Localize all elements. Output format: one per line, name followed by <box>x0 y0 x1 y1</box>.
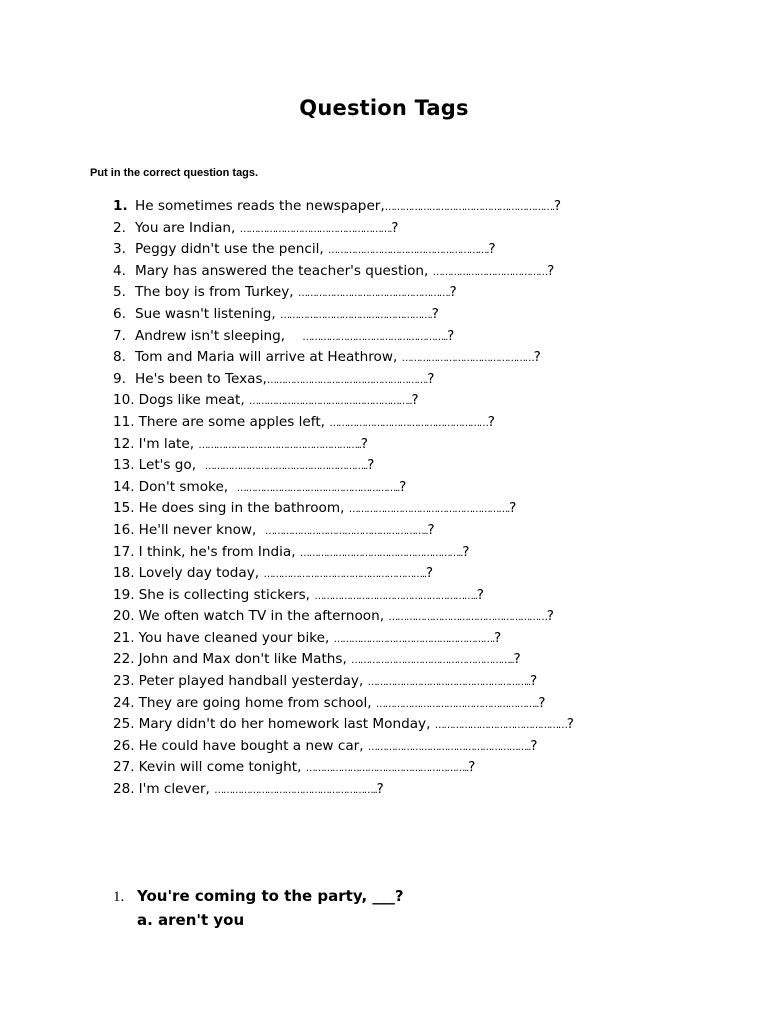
question-text: He does sing in the bathroom, <box>138 500 349 517</box>
question-text: I'm clever, <box>138 781 215 798</box>
question-number: 15. <box>113 500 135 517</box>
question-mark: ? <box>360 435 368 452</box>
question-mark: ? <box>427 370 435 387</box>
question-text: Let's go, <box>138 457 205 474</box>
question-number: 4. <box>113 262 126 279</box>
quiz-section <box>113 884 404 932</box>
question-number: 19. <box>113 586 135 603</box>
answer-blank[interactable]: ……………………………………………….. <box>299 547 463 559</box>
question-mark: ? <box>462 543 470 560</box>
answer-blank[interactable]: ………………………………………….. <box>302 331 448 343</box>
question-row <box>113 736 574 758</box>
question-mark: ? <box>487 413 495 430</box>
question-row <box>113 455 574 477</box>
answer-blank[interactable]: ……………………………………………. <box>297 288 450 300</box>
answer-blank[interactable]: ……………………………………………….. <box>305 763 469 775</box>
answer-blank[interactable]: ………………………………………………. <box>266 374 428 386</box>
page-title: Question Tags <box>299 96 469 120</box>
question-mark: ? <box>488 241 496 258</box>
question-mark: ? <box>494 629 502 646</box>
question-row <box>113 390 574 412</box>
question-mark: ? <box>427 521 435 538</box>
question-text: We often watch TV in the afternoon, <box>138 608 389 625</box>
answer-blank[interactable]: ………………………………… <box>432 266 548 278</box>
question-row <box>113 282 574 304</box>
question-text: Kevin will come tonight, <box>138 759 306 776</box>
question-number: 26. <box>113 737 135 754</box>
question-mark: ? <box>431 305 439 322</box>
question-text: He could have bought a new car, <box>138 737 368 754</box>
answer-blank[interactable]: ……………………………………………….. <box>265 525 428 537</box>
question-row <box>113 779 574 801</box>
question-row <box>113 585 574 607</box>
question-row <box>113 606 574 628</box>
question-number: 7. <box>113 327 126 344</box>
question-text: Peter played handball yesterday, <box>138 673 368 690</box>
question-number: 25. <box>113 716 135 733</box>
question-number: 17. <box>113 543 135 560</box>
question-number: 11. <box>113 413 135 430</box>
question-row <box>113 196 574 218</box>
question-row <box>113 477 574 499</box>
question-row <box>113 542 574 564</box>
answer-blank[interactable]: ……………………………………………….. <box>263 569 426 581</box>
answer-blank[interactable]: ……………………………………………….. <box>367 677 530 689</box>
answer-blank[interactable]: ……………………………………………….. <box>314 590 477 602</box>
question-number: 27. <box>113 759 135 776</box>
question-mark: ? <box>513 651 521 668</box>
answer-blank[interactable]: ……………………………………………….. <box>367 741 531 753</box>
question-row <box>113 714 574 736</box>
question-text: He sometimes reads the newspaper, <box>135 198 385 214</box>
question-text: I think, he's from India, <box>138 543 300 560</box>
answer-blank[interactable]: ………………………………………………. <box>333 633 494 645</box>
question-text: Don't smoke, <box>138 478 237 495</box>
question-row <box>113 304 574 326</box>
answer-blank[interactable]: ……………………………………………… <box>329 417 488 429</box>
question-row <box>113 347 574 369</box>
quiz-question-row <box>113 884 404 908</box>
answer-blank[interactable]: ……………………………………………. <box>239 223 392 235</box>
question-mark: ? <box>391 219 399 236</box>
question-text: You have cleaned your bike, <box>138 629 334 646</box>
question-row <box>113 649 574 671</box>
question-row <box>113 434 574 456</box>
question-text: Sue wasn't listening, <box>135 305 281 322</box>
question-number: 24. <box>113 694 135 711</box>
question-mark: ? <box>509 500 517 517</box>
question-row <box>113 693 574 715</box>
question-mark: ? <box>468 759 476 776</box>
question-number: 28. <box>113 781 135 798</box>
question-mark: ? <box>476 586 484 603</box>
question-row <box>113 671 574 693</box>
question-mark: ? <box>566 716 574 733</box>
question-text: John and Max don't like Maths, <box>138 651 352 668</box>
question-number: 1. <box>113 198 128 214</box>
question-mark: ? <box>546 608 554 625</box>
answer-blank[interactable]: ……………………………………………….. <box>198 439 361 451</box>
question-row <box>113 261 574 283</box>
question-row <box>113 239 574 261</box>
question-row <box>113 563 574 585</box>
question-row <box>113 628 574 650</box>
question-mark: ? <box>411 392 419 409</box>
quiz-question-number: 1. <box>113 889 125 905</box>
question-row <box>113 412 574 434</box>
answer-blank[interactable]: ……………………………………………….. <box>204 461 368 473</box>
question-text: He'll never know, <box>138 521 266 538</box>
question-text: Andrew isn't sleeping, <box>135 327 303 344</box>
answer-blank[interactable]: …………………………………………………. <box>384 202 554 213</box>
answer-blank[interactable]: ……………………………………………….. <box>214 785 377 797</box>
question-row <box>113 757 574 779</box>
question-mark: ? <box>376 781 384 798</box>
question-number: 3. <box>113 241 126 258</box>
question-text: I'm late, <box>138 435 199 452</box>
answer-blank[interactable]: ……………………………………………. <box>280 309 432 321</box>
question-number: 16. <box>113 521 135 538</box>
quiz-question-text: You're coming to the party, ___? <box>137 887 404 905</box>
question-number: 23. <box>113 673 135 690</box>
question-text: Peggy didn't use the pencil, <box>135 241 329 258</box>
question-text: They are going home from school, <box>138 694 376 711</box>
question-number: 2. <box>113 219 126 236</box>
question-mark: ? <box>399 478 407 495</box>
question-mark: ? <box>449 284 457 301</box>
question-text: Mary has answered the teacher's question, <box>135 262 433 279</box>
question-number: 5. <box>113 284 126 301</box>
question-number: 21. <box>113 629 135 646</box>
question-mark: ? <box>530 737 538 754</box>
answer-blank[interactable]: ……………………………………………….. <box>248 396 412 408</box>
question-text: The boy is from Turkey, <box>135 284 298 301</box>
question-text: He's been to Texas, <box>135 370 267 387</box>
question-text: Mary didn't do her homework last Monday, <box>138 716 435 733</box>
question-text: You are Indian, <box>135 219 240 236</box>
question-row <box>113 218 574 240</box>
question-row <box>113 369 574 391</box>
answer-blank[interactable]: ……………………………………… <box>401 353 534 365</box>
question-mark: ? <box>529 673 538 690</box>
question-number: 10. <box>113 392 135 409</box>
question-mark: ? <box>547 262 555 279</box>
question-number: 13. <box>113 457 135 474</box>
answer-blank[interactable]: ………………………………………………. <box>328 245 489 257</box>
question-number: 14. <box>113 478 135 495</box>
question-row <box>113 520 574 542</box>
question-text: Lovely day today, <box>138 565 264 582</box>
question-mark: ? <box>553 198 562 214</box>
answer-blank[interactable]: ………………………………………………. <box>348 504 510 516</box>
answer-blank[interactable]: ……………………………………………….. <box>236 482 400 494</box>
question-mark: ? <box>425 565 434 582</box>
question-text: There are some apples left, <box>138 413 330 430</box>
question-mark: ? <box>538 694 546 711</box>
instruction-text: Put in the correct question tags. <box>90 167 259 179</box>
question-mark: ? <box>533 349 541 366</box>
answer-blank[interactable]: ……………………………………………….. <box>351 655 514 667</box>
question-number: 8. <box>113 349 126 366</box>
question-number: 9. <box>113 370 126 387</box>
question-row <box>113 326 574 348</box>
answer-blank[interactable]: ……………………………………………… <box>388 612 547 624</box>
answer-blank[interactable]: ……………………………………… <box>434 720 567 732</box>
question-number: 18. <box>113 565 135 582</box>
question-text: She is collecting stickers, <box>138 586 315 603</box>
question-number: 6. <box>113 305 126 322</box>
question-mark: ? <box>367 457 375 474</box>
question-text: Tom and Maria will arrive at Heathrow, <box>135 349 402 366</box>
question-number: 20. <box>113 608 135 625</box>
quiz-option-a[interactable]: a. aren't you <box>137 911 245 929</box>
question-text: Dogs like meat, <box>138 392 249 409</box>
question-number: 12. <box>113 435 135 452</box>
question-row <box>113 498 574 520</box>
question-mark: ? <box>447 327 455 344</box>
answer-blank[interactable]: ……………………………………………….. <box>375 698 539 710</box>
question-number: 22. <box>113 651 135 668</box>
question-list <box>113 196 574 801</box>
